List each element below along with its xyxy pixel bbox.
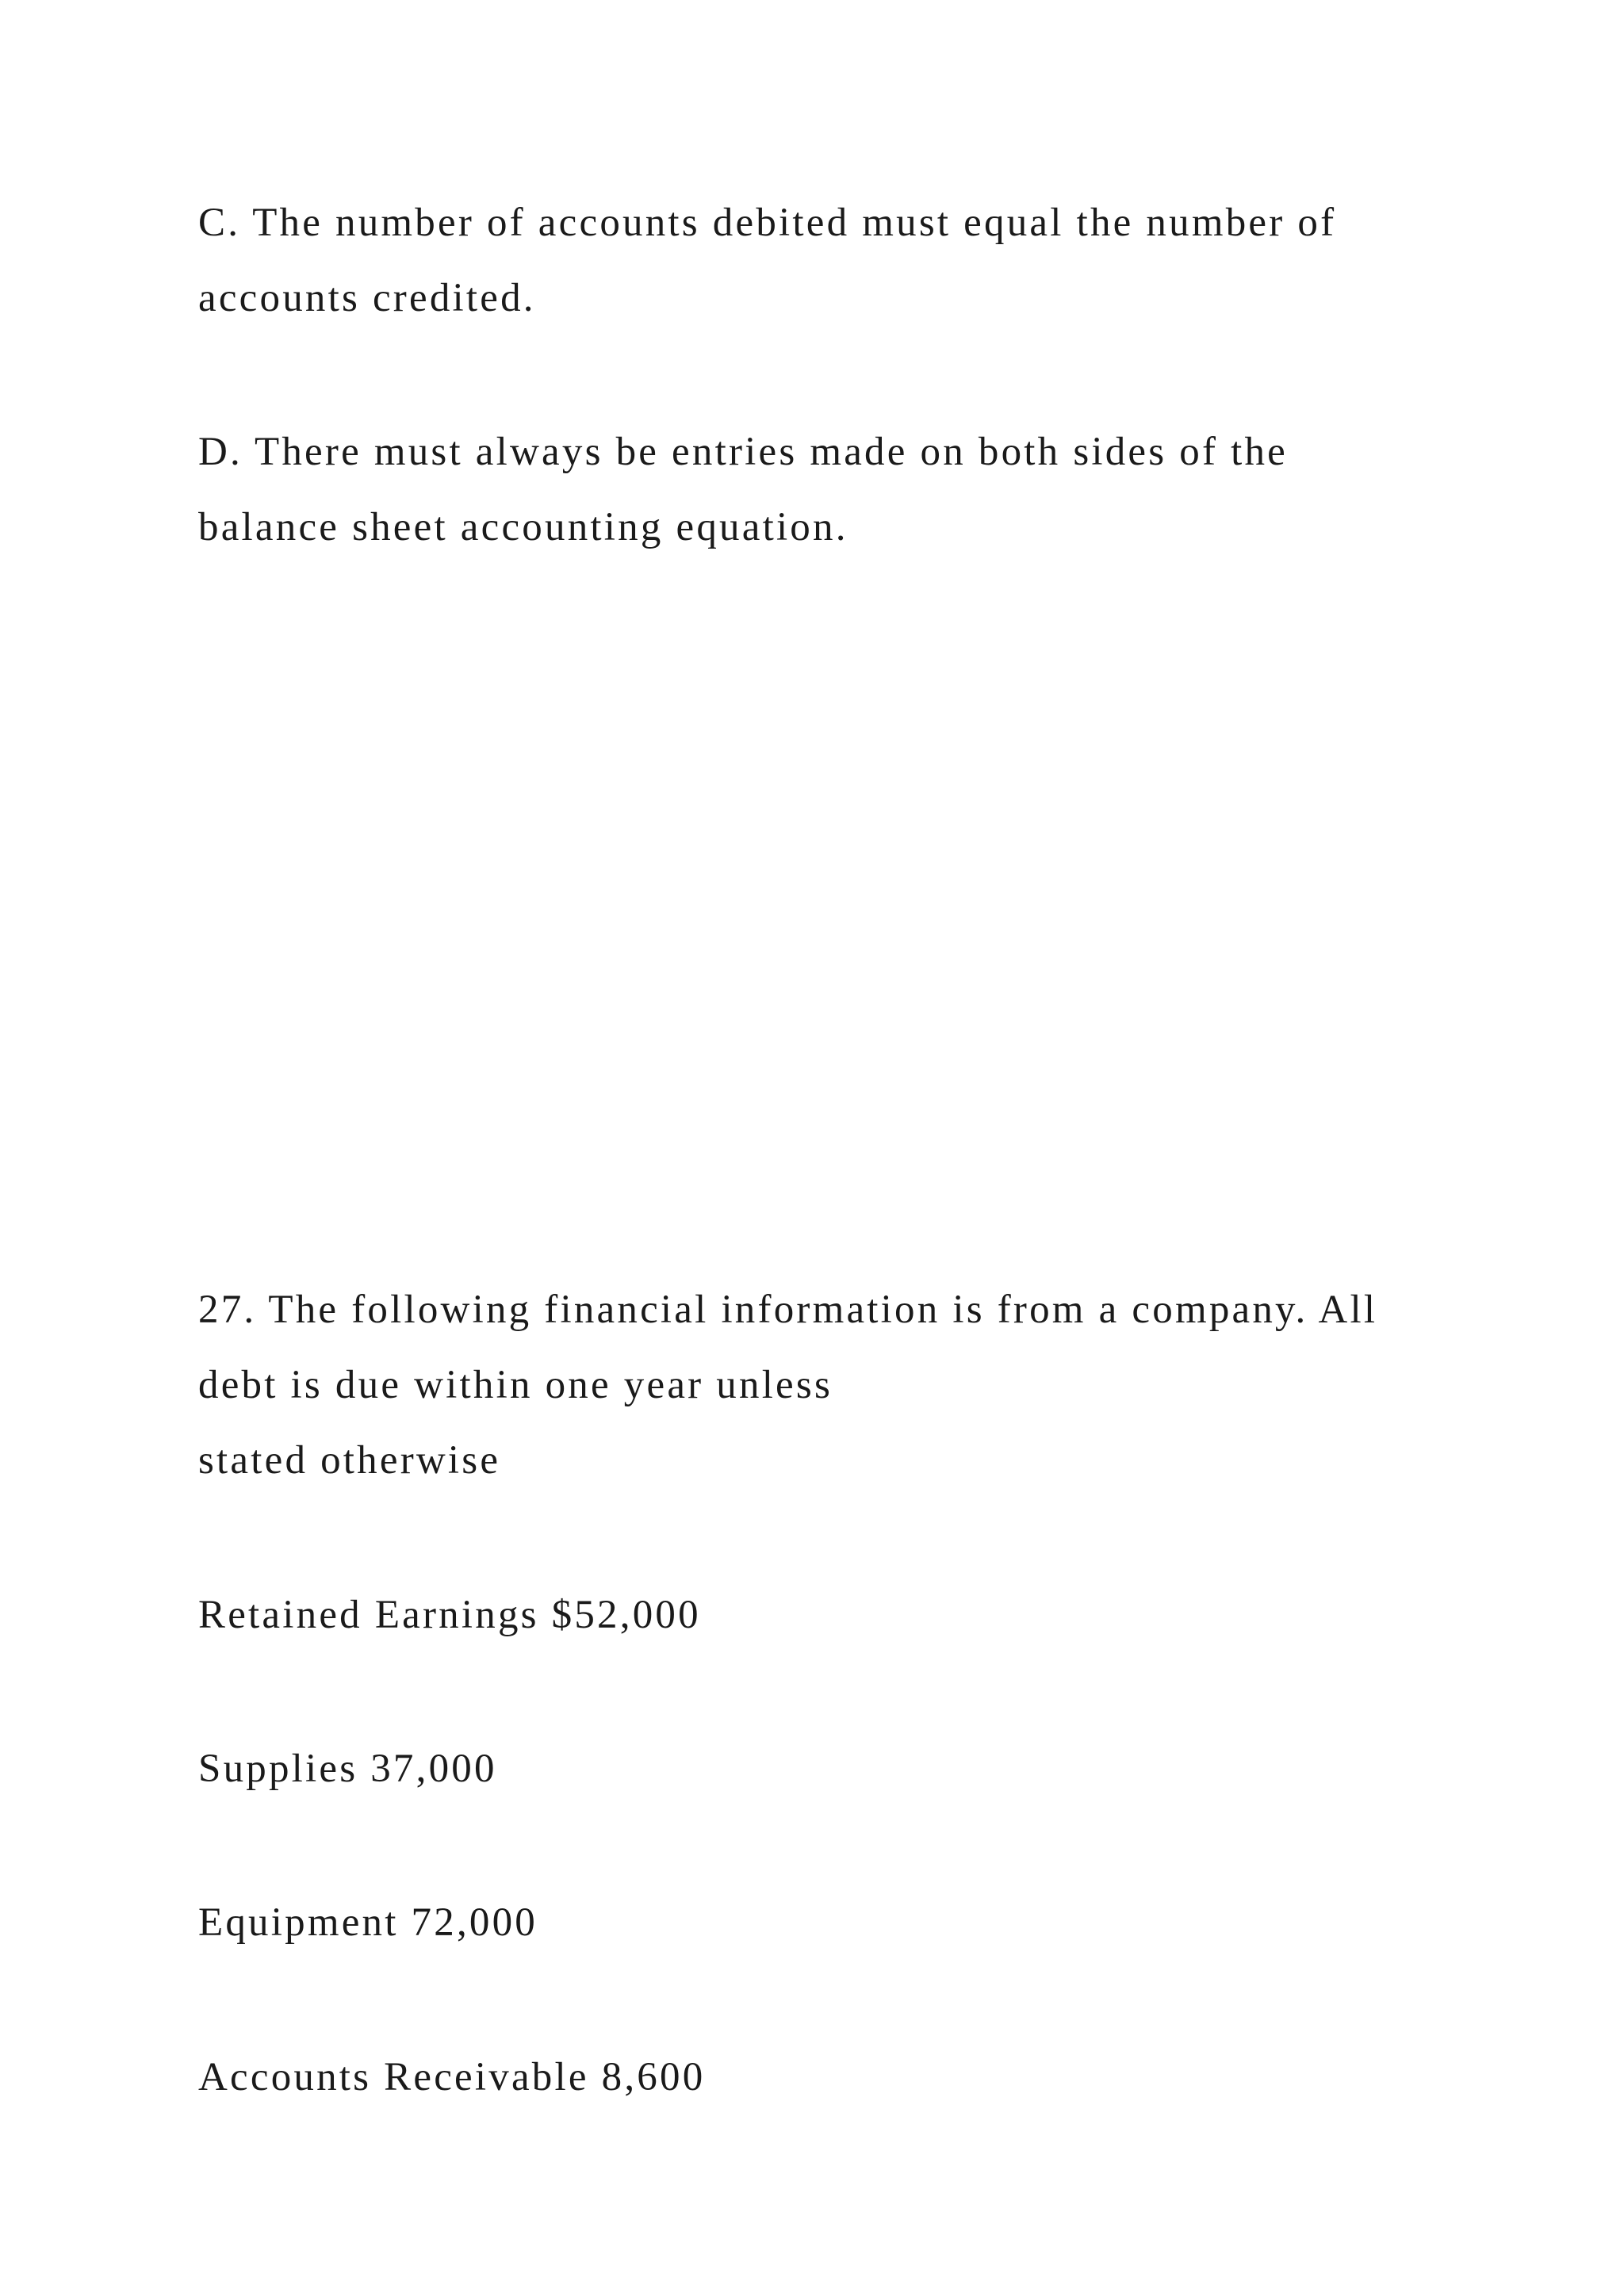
financial-item-equipment: Equipment 72,000 <box>198 1900 538 1945</box>
option-d-text-continued: balance sheet accounting equation. <box>198 505 848 549</box>
question-27-text-line2: debt is due within one year unless <box>198 1363 833 1407</box>
financial-item-supplies: Supplies 37,000 <box>198 1747 497 1791</box>
option-d-text: D. There must always be entries made on both sides of the <box>198 430 1289 474</box>
option-c-text: C. The number of accounts debited must equal the number of <box>198 201 1337 245</box>
financial-item-accounts-receivable: Accounts Receivable 8,600 <box>198 2055 706 2099</box>
option-c-text-continued: accounts credited. <box>198 276 536 320</box>
question-27-text-line3: stated otherwise <box>198 1438 501 1483</box>
financial-item-retained-earnings: Retained Earnings $52,000 <box>198 1593 701 1637</box>
question-27-text: 27. The following financial information is from a company. All <box>198 1288 1378 1332</box>
